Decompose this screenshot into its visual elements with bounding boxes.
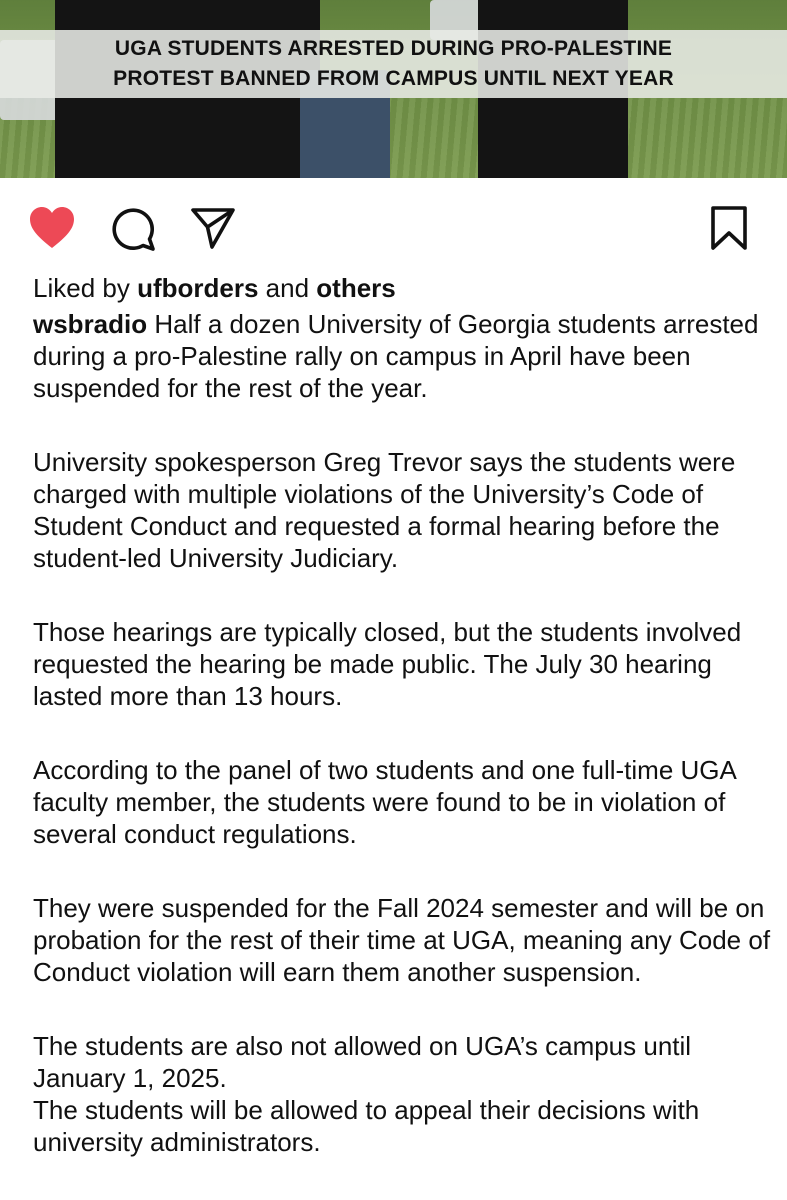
bookmark-icon[interactable] [708,206,750,250]
heart-icon[interactable] [28,206,76,250]
likes-others-link[interactable]: others [316,273,396,303]
caption-paragraph: University spokesperson Greg Trevor says the students were charged with multiple violations of the University’s Code of Student Conduct and requested a formal hearing before the student-led University Judiciary. [33,447,736,573]
post-action-bar [0,204,787,252]
caption-paragraph: The students will be allowed to appeal their decisions with university administrators. [33,1095,700,1157]
paper-plane-icon[interactable] [190,206,236,250]
headline-banner [0,30,787,98]
headline-text: UGA STUDENTS ARRESTED DURING PRO-PALESTINE PROTEST BANNED FROM CAMPUS UNTIL NEXT YEAR [113,37,674,90]
liked-by-user-link[interactable]: ufborders [137,273,259,303]
caption-paragraph [33,308,773,404]
post-caption [33,272,773,1158]
caption-username-link[interactable]: wsbradio [33,309,148,339]
comment-icon[interactable] [110,206,156,252]
caption-text: Half a dozen University of Georgia students arrested during a pro-Palestine rally on campus in April have been suspended for the rest of the year. [33,309,759,403]
caption-paragraph: The students are also not allowed on UGA’s campus until January 1, 2025. [33,1031,692,1093]
likes-summary [33,272,773,304]
likes-conjunction: and [265,273,310,303]
caption-paragraph: Those hearings are typically closed, but the students involved requested the hearing be made public. The July 30 hearing lasted more than 13 hours. [33,617,742,711]
caption-paragraph: According to the panel of two students and one full-time UGA faculty member, the students were found to be in violation of several conduct regulations. [33,755,736,849]
caption-paragraph: They were suspended for the Fall 2024 semester and will be on probation for the rest of their time at UGA, meaning any Code of Conduct violation will earn them another suspension. [33,893,771,987]
post-image[interactable] [0,0,787,178]
likes-prefix: Liked by [33,273,130,303]
